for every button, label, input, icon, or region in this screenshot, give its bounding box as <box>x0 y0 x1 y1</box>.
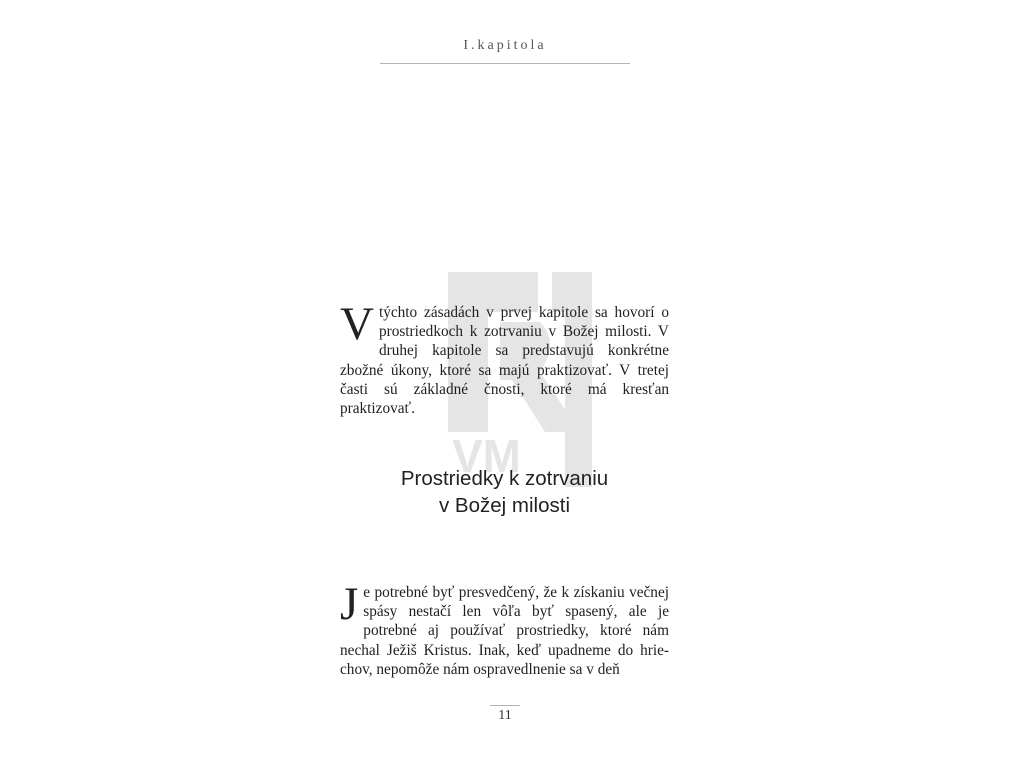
section-heading-line-1: Prostriedky k zotrvaniu <box>400 467 609 490</box>
watermark-text: VM <box>452 430 521 482</box>
intro-line-4: úkony, ktoré sa majú praktizovať. V tretej časti sú <box>340 361 669 398</box>
intro-line-5: základné čnosti, ktoré má kresťan praktizovať. <box>340 380 670 418</box>
page-number: 11 <box>498 708 512 723</box>
running-head: I.kapitola <box>463 38 547 53</box>
body-line-3: ale je potrebné aj používať prostriedky, ktoré nám <box>363 603 669 640</box>
body-line-2: večnej spásy nestačí len vôľa byť spasený, <box>363 584 669 621</box>
intro-line-1: týchto zásadách v prvej kapitole sa hovorí <box>378 304 655 321</box>
section-heading-line-2: v Božej milosti <box>438 494 570 517</box>
body-line-5: chov, nepomôže nám ospravedlnenie sa v deň <box>340 660 620 678</box>
intro-paragraph <box>340 298 670 418</box>
section-heading <box>340 465 669 519</box>
dropcap-j: J <box>340 578 359 630</box>
body-paragraph <box>340 578 669 679</box>
body-line-1: e potrebné byť presvedčený, že k získaniu <box>363 584 625 601</box>
intro-line-3: V druhej kapitole sa predstavujú konkrétne zbožné <box>340 323 669 379</box>
dropcap-v: V <box>340 298 374 350</box>
intro-line-2: o prostriedkoch k zotrvaniu v Božej milosti. <box>378 304 669 341</box>
header-rule <box>380 63 630 64</box>
footer-rule <box>490 705 520 706</box>
body-line-4: nechal Ježiš Kristus. Inak, keď upadneme do hrie- <box>340 641 669 659</box>
